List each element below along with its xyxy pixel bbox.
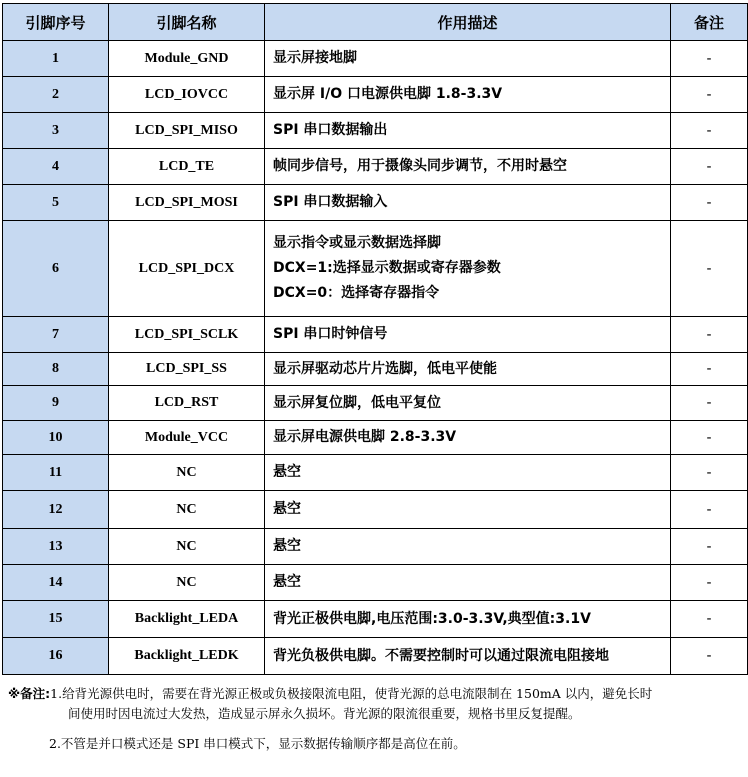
description-line: 显示屏接地脚 <box>273 50 357 66</box>
table-row <box>3 386 748 421</box>
pin-number-cell: 16 <box>3 638 109 675</box>
pin-definition-table <box>2 3 748 675</box>
table-row <box>3 149 748 185</box>
description-line: 悬空 <box>273 574 301 590</box>
pin-name-cell: LCD_SPI_SCLK <box>109 317 265 353</box>
pin-number-cell: 9 <box>3 386 109 421</box>
description-line: 悬空 <box>273 464 301 480</box>
pin-remark-cell: - <box>671 638 748 675</box>
pin-number-cell: 7 <box>3 317 109 353</box>
pin-description-cell <box>265 185 671 221</box>
table-row <box>3 77 748 113</box>
table-row <box>3 353 748 386</box>
table-row <box>3 565 748 601</box>
pin-remark-cell: - <box>671 149 748 185</box>
pin-description-cell <box>265 565 671 601</box>
pin-remark-cell: - <box>671 221 748 317</box>
description-line: DCX=0：选择寄存器指令 <box>273 285 440 301</box>
pin-description-cell <box>265 113 671 149</box>
description-line: 背光正极供电脚,电压范围:3.0-3.3V,典型值:3.1V <box>273 610 591 627</box>
remark-line-1 <box>8 684 743 704</box>
pin-remark-cell: - <box>671 455 748 491</box>
pin-number-cell: 10 <box>3 421 109 455</box>
pin-number-cell: 13 <box>3 529 109 565</box>
pin-name-cell: LCD_RST <box>109 386 265 421</box>
table-row <box>3 421 748 455</box>
pin-remark-cell: - <box>671 421 748 455</box>
remark-marker: ※备注: <box>8 686 51 701</box>
pin-number-cell: 14 <box>3 565 109 601</box>
description-line: SPI 串口数据输出 <box>273 122 388 138</box>
pin-remark-cell: - <box>671 317 748 353</box>
pin-description-cell <box>265 149 671 185</box>
pin-number-cell: 4 <box>3 149 109 185</box>
table-row <box>3 491 748 529</box>
pin-number-cell: 8 <box>3 353 109 386</box>
description-line: 显示屏复位脚，低电平复位 <box>273 394 441 411</box>
remark-line-2: 2.不管是并口模式还是 SPI 串口模式下，显示数据传输顺序都是高位在前。 <box>49 736 466 751</box>
description-line: 悬空 <box>273 501 301 517</box>
header-pin-name: 引脚名称 <box>109 4 265 41</box>
description-line: 帧同步信号，用于摄像头同步调节，不用时悬空 <box>273 158 567 174</box>
table-header-row <box>3 4 748 41</box>
description-line: SPI 串口时钟信号 <box>273 326 388 342</box>
pin-description-cell <box>265 491 671 529</box>
pin-remark-cell: - <box>671 529 748 565</box>
pin-remark-cell: - <box>671 353 748 386</box>
table-row <box>3 113 748 149</box>
pin-name-cell: NC <box>109 529 265 565</box>
pin-name-cell: LCD_SPI_DCX <box>109 221 265 317</box>
table-row <box>3 601 748 638</box>
table-row <box>3 638 748 675</box>
pin-remark-cell: - <box>671 113 748 149</box>
pin-number-cell: 3 <box>3 113 109 149</box>
pin-description-cell <box>265 421 671 455</box>
table-row <box>3 221 748 317</box>
description-line: 显示屏电源供电脚 2.8-3.3V <box>273 429 457 445</box>
pin-name-cell: NC <box>109 455 265 491</box>
table-row <box>3 317 748 353</box>
description-line: 显示屏 I/O 口电源供电脚 1.8-3.3V <box>273 86 503 102</box>
pin-name-cell: LCD_IOVCC <box>109 77 265 113</box>
pin-name-cell: Backlight_LEDA <box>109 601 265 638</box>
table-row <box>3 185 748 221</box>
remarks-section <box>8 684 743 754</box>
pin-name-cell: LCD_SPI_MOSI <box>109 185 265 221</box>
description-line: 显示指令或显示数据选择脚 <box>273 235 441 251</box>
pin-remark-cell: - <box>671 386 748 421</box>
pin-name-cell: NC <box>109 565 265 601</box>
remark-1-text: 1.给背光源供电时，需要在背光源正极或负极接限流电阻，使背光源的总电流限制在 150mA 以内，避免长时 <box>50 686 653 701</box>
pin-name-cell: Module_GND <box>109 41 265 77</box>
description-line: 背光负极供电脚。不需要控制时可以通过限流电阻接地 <box>273 647 609 664</box>
pin-name-cell: LCD_TE <box>109 149 265 185</box>
pin-remark-cell: - <box>671 601 748 638</box>
description-line: DCX=1:选择显示数据或寄存器参数 <box>273 260 501 276</box>
table-row <box>3 41 748 77</box>
pin-number-cell: 6 <box>3 221 109 317</box>
pin-remark-cell: - <box>671 565 748 601</box>
pin-remark-cell: - <box>671 41 748 77</box>
pin-description-cell <box>265 353 671 386</box>
pin-number-cell: 11 <box>3 455 109 491</box>
remark-line-1-continued: 间使用时因电流过大发热，造成显示屏永久损坏。背光源的限流很重要，规格书里反复提醒。 <box>68 706 581 721</box>
pin-description-cell <box>265 386 671 421</box>
pin-name-cell: Module_VCC <box>109 421 265 455</box>
pin-name-cell: Backlight_LEDK <box>109 638 265 675</box>
pin-remark-cell: - <box>671 77 748 113</box>
pin-name-cell: LCD_SPI_SS <box>109 353 265 386</box>
pin-description-cell <box>265 638 671 675</box>
pin-remark-cell: - <box>671 491 748 529</box>
description-line: SPI 串口数据输入 <box>273 194 388 210</box>
table-row <box>3 529 748 565</box>
pin-number-cell: 5 <box>3 185 109 221</box>
pin-description-cell <box>265 77 671 113</box>
pin-description-cell <box>265 455 671 491</box>
pin-description-cell <box>265 601 671 638</box>
header-description: 作用描述 <box>265 4 671 41</box>
pin-description-cell <box>265 529 671 565</box>
pin-name-cell: NC <box>109 491 265 529</box>
pin-description-cell <box>265 41 671 77</box>
description-line: 悬空 <box>273 538 301 554</box>
pin-name-cell: LCD_SPI_MISO <box>109 113 265 149</box>
pin-remark-cell: - <box>671 185 748 221</box>
pin-number-cell: 12 <box>3 491 109 529</box>
pin-number-cell: 2 <box>3 77 109 113</box>
header-remark: 备注 <box>671 4 748 41</box>
table-row <box>3 455 748 491</box>
pin-description-cell <box>265 221 671 317</box>
pin-number-cell: 15 <box>3 601 109 638</box>
pin-description-cell <box>265 317 671 353</box>
header-pin-no: 引脚序号 <box>3 4 109 41</box>
table-body <box>3 41 748 675</box>
pin-number-cell: 1 <box>3 41 109 77</box>
description-line: 显示屏驱动芯片片选脚，低电平使能 <box>273 360 497 377</box>
